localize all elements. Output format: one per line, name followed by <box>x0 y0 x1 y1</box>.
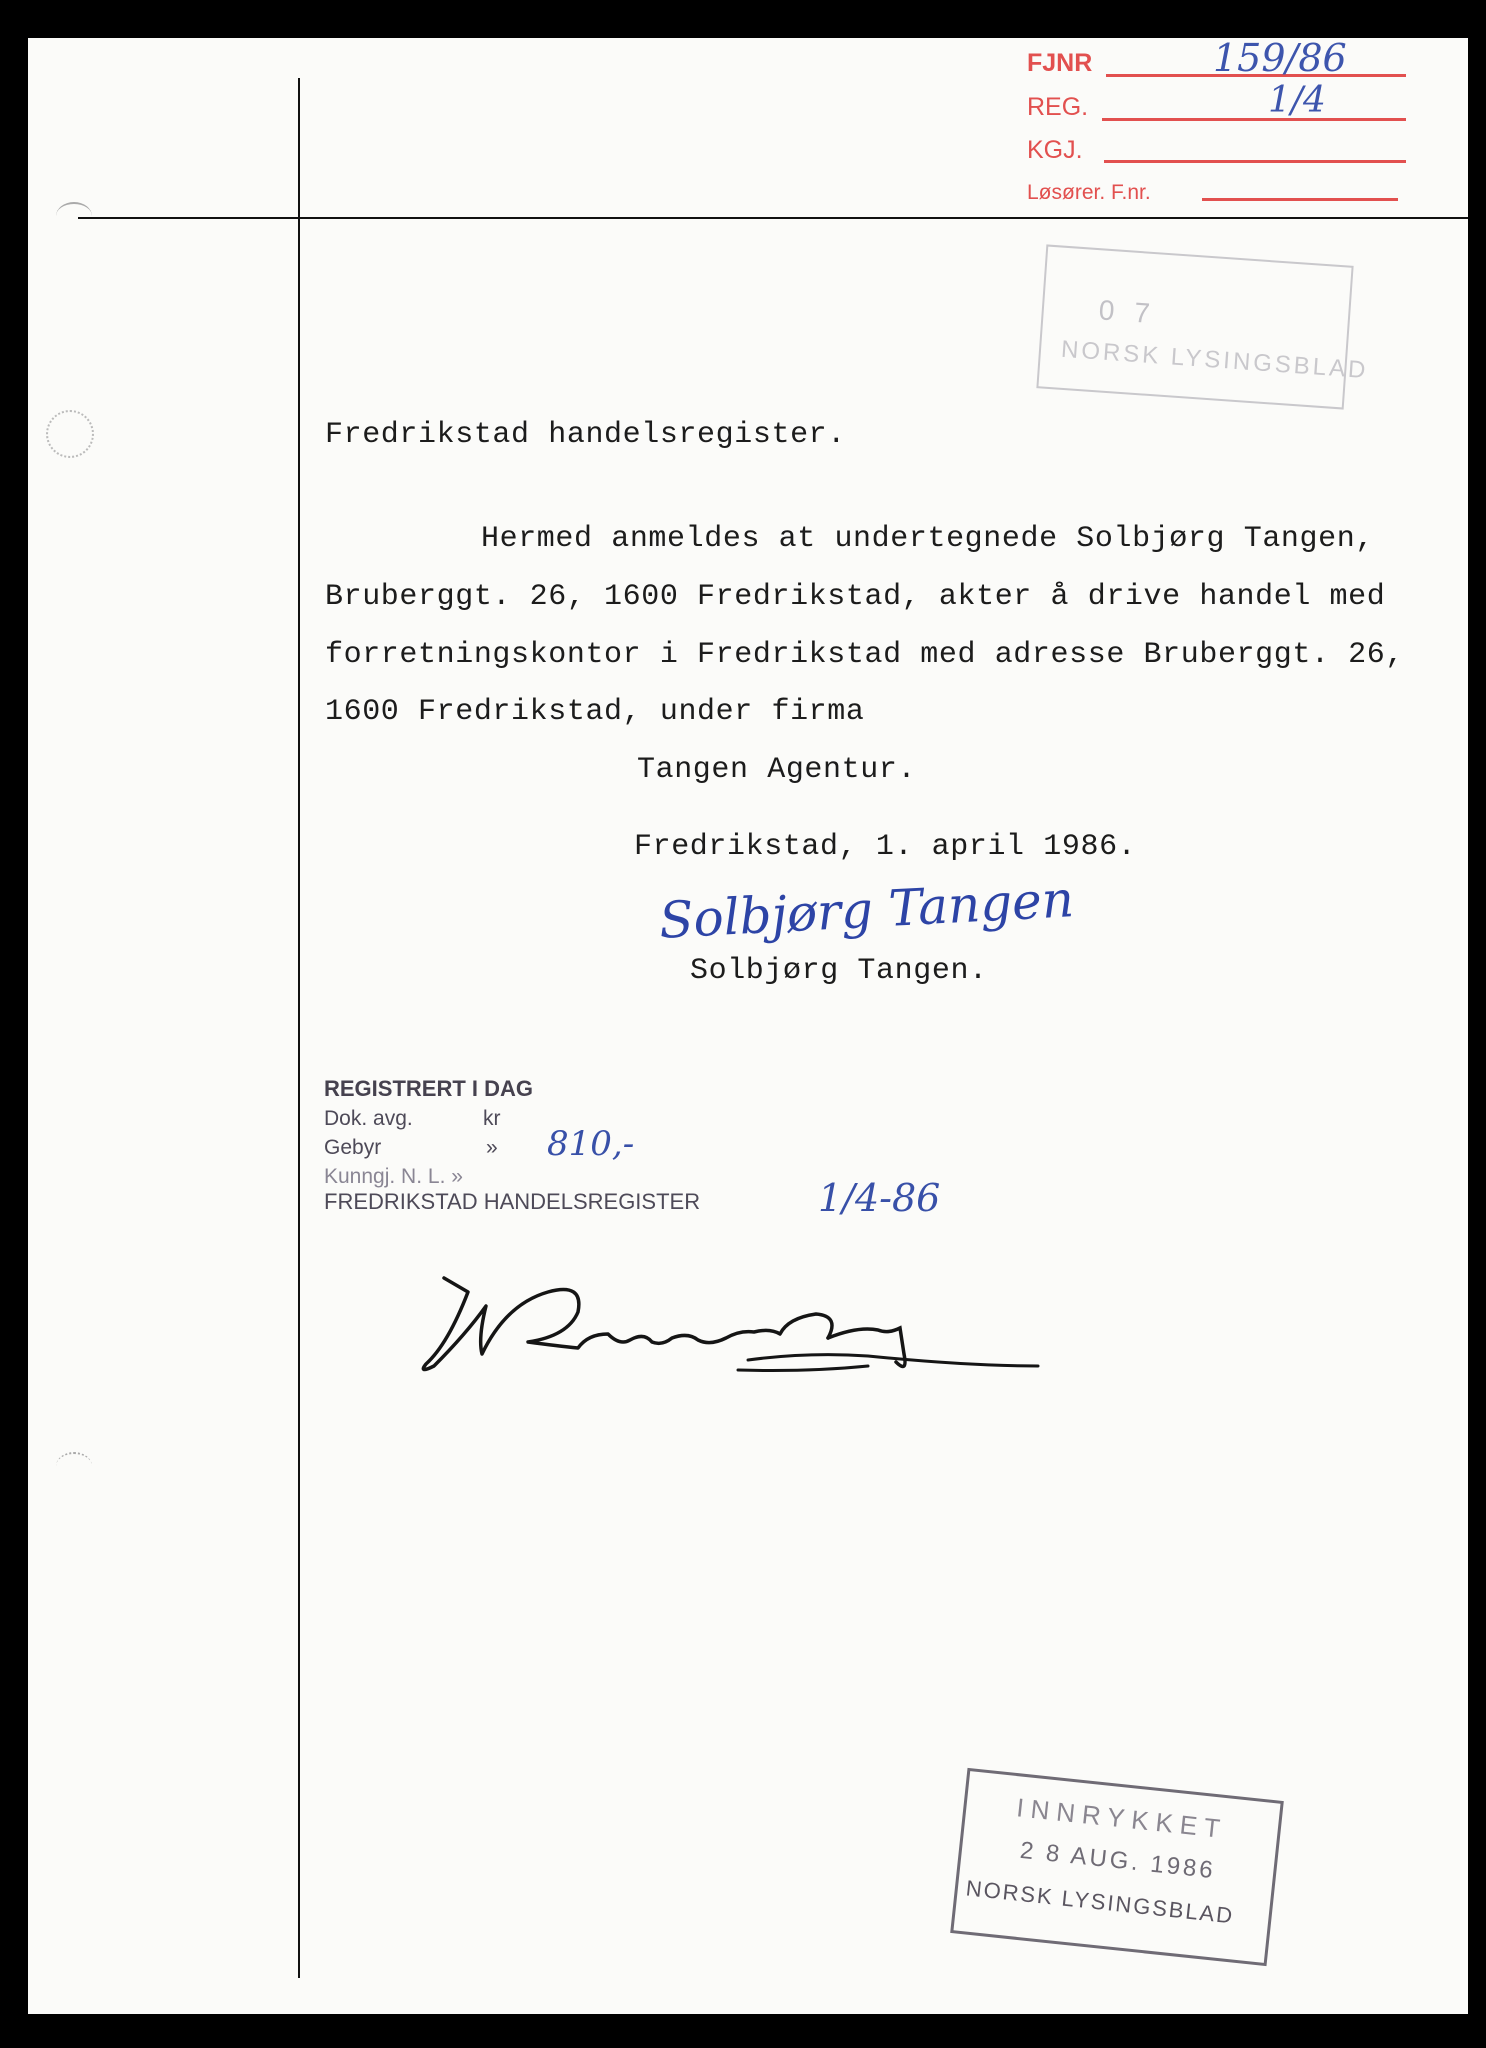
addressee: Fredrikstad handelsregister. <box>325 418 846 452</box>
received-stamp-bottom-line3: NORSK LYSINGSBLAD <box>964 1875 1236 1929</box>
received-stamp-bottom-line2: 2 8 AUG. 1986 <box>1018 1836 1218 1885</box>
gebyr-label: Gebyr <box>324 1136 382 1159</box>
received-stamp-top <box>1036 244 1370 409</box>
typed-signature: Solbjørg Tangen. <box>690 954 988 988</box>
gebyr-mark: » <box>486 1136 498 1159</box>
fjnr-value: 159/86 <box>1213 36 1347 80</box>
reg-value: 1/4 <box>1268 80 1326 121</box>
registry-name: FREDRIKSTAD HANDELSREGISTER <box>324 1189 701 1214</box>
body-line-2: Bruberggt. 26, 1600 Fredrikstad, akter å drive handel med <box>325 580 1386 614</box>
left-margin-line <box>298 78 300 1978</box>
top-rule-line <box>78 217 1468 219</box>
document-sheet <box>28 38 1468 2014</box>
kunngj-label: Kunngj. N. L. » <box>324 1165 463 1188</box>
body-line-3: forretningskontor i Fredrikstad med adresse Bruberggt. 26, <box>325 638 1404 672</box>
firm-name: Tangen Agentur. <box>637 753 917 787</box>
received-stamp-top-line2: 0 7 <box>1097 294 1157 330</box>
registration-date: 1/4-86 <box>818 1176 941 1220</box>
kgj-underline <box>1104 160 1406 163</box>
reg-underline <box>1102 118 1406 121</box>
dok-avg-label: Dok. avg. <box>324 1107 413 1130</box>
losorer-underline <box>1202 198 1398 201</box>
gebyr-value: 810,- <box>547 1124 635 1164</box>
punch-hole-mark <box>56 202 92 230</box>
registration-title: REGISTRERT I DAG <box>324 1076 534 1101</box>
received-stamp-bottom-line1: INNRYKKET <box>1015 1792 1229 1845</box>
losorer-label: Løsører. F.nr. <box>1027 181 1151 204</box>
punch-hole-mark <box>46 410 94 458</box>
received-stamp-top-line3: NORSK LYSINGSBLAD <box>1060 335 1370 385</box>
dok-avg-unit: kr <box>483 1107 501 1130</box>
punch-hole-mark <box>56 1452 92 1480</box>
place-date: Fredrikstad, 1. april 1986. <box>634 830 1137 864</box>
registrar-signature <box>408 1234 1048 1404</box>
reg-label: REG. <box>1027 93 1089 121</box>
fjnr-label: FJNR <box>1027 49 1093 77</box>
body-line-4: 1600 Fredrikstad, under firma <box>325 695 865 729</box>
handwritten-signature: Solbjørg Tangen <box>657 870 1076 950</box>
body-line-1: Hermed anmeldes at undertegnede Solbjørg Tangen, <box>481 522 1374 556</box>
received-stamp-bottom <box>950 1768 1284 1966</box>
kgj-label: KGJ. <box>1027 136 1083 164</box>
